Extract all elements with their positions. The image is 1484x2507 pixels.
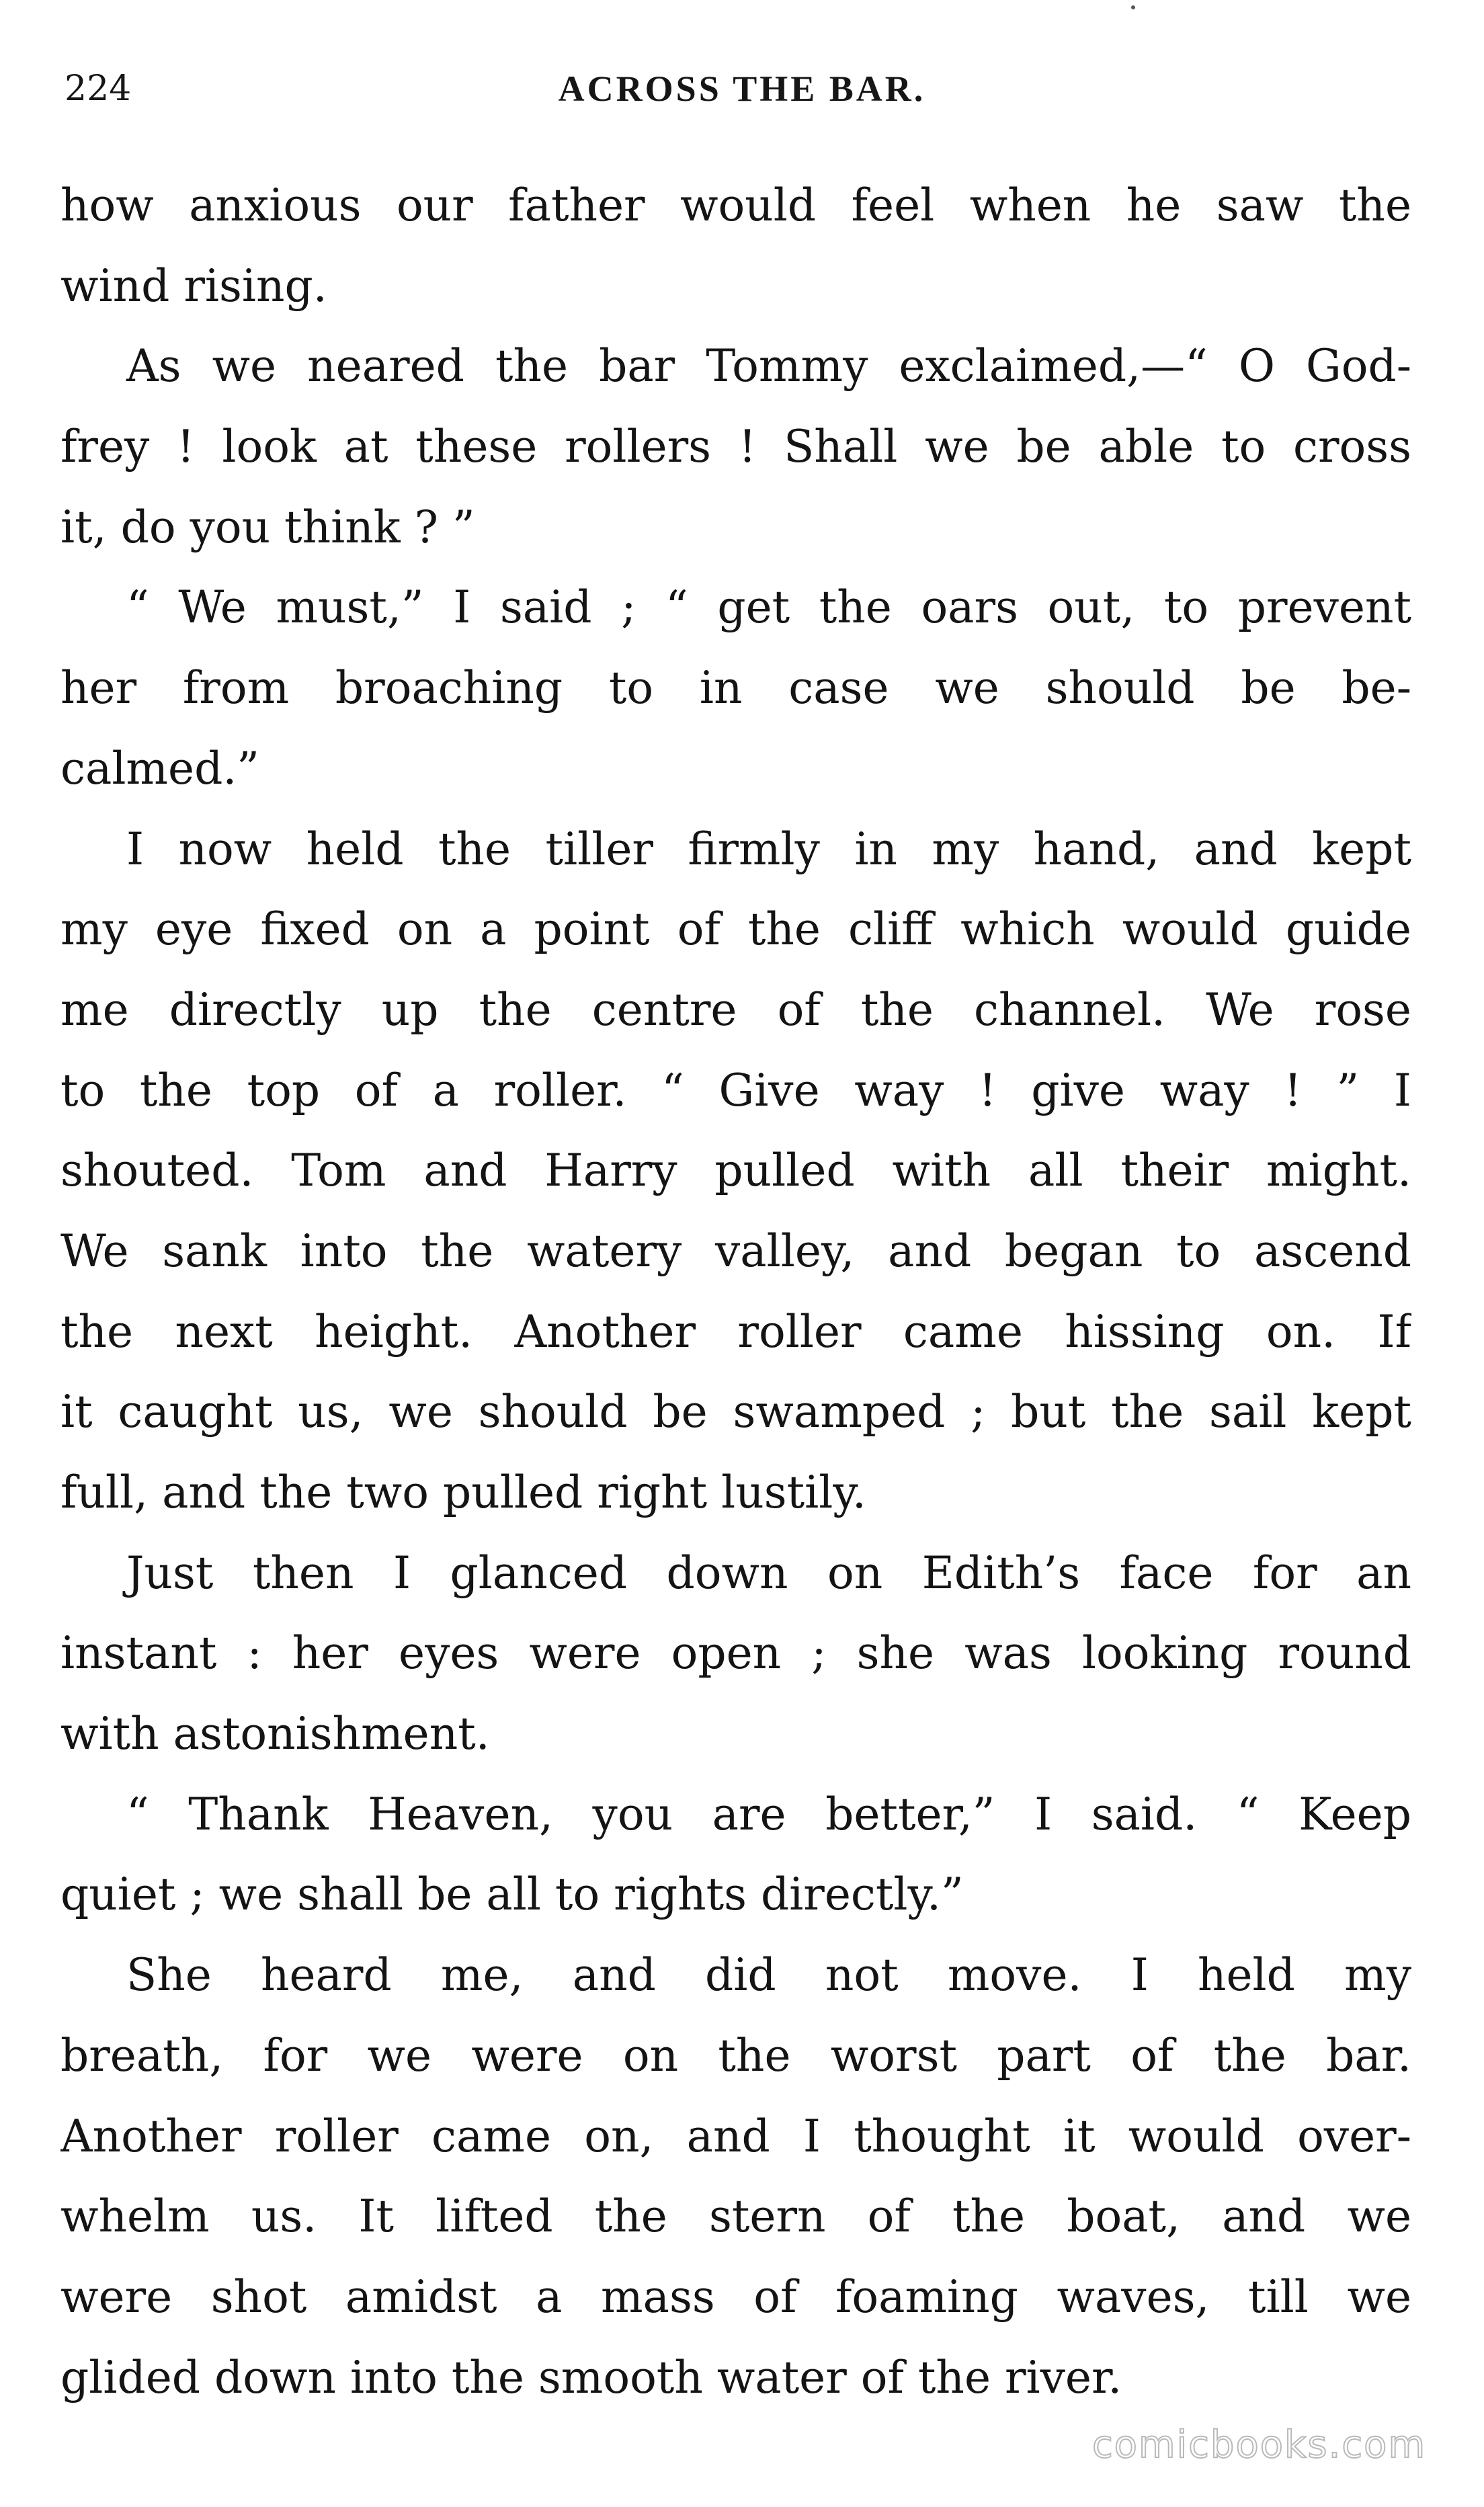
text-line: Another roller came on, and I thought it would over- [60,2110,1411,2162]
text-line: She heard me, and did not move. I held my [126,1949,1411,2002]
running-title: ACROSS THE BAR. [558,69,926,109]
page-number: 224 [65,69,132,109]
text-line: full, and the two pulled right lustily. [60,1467,866,1518]
text-line: were shot amidst a mass of foaming waves, till we [60,2270,1411,2323]
text-line: quiet ; we shall be all to rights directly.” [60,1868,964,1921]
text-line: wind rising. [60,259,327,312]
text-line: instant : her eyes were open ; she was looking round [60,1627,1411,1680]
text-line: “ We must,” I said ; “ get the oars out, to prevent [126,581,1411,634]
text-line: “ Thank Heaven, you are better,” I said. “ Keep [126,1788,1411,1840]
body-text [60,165,1411,2418]
text-line: frey ! look at these rollers ! Shall we be able to cross [60,421,1411,473]
watermark: comicbooks.com [1091,2423,1426,2467]
running-header [0,62,1484,116]
text-line: it caught us, we should be swamped ; but the sail kept [60,1386,1411,1438]
text-line: breath, for we were on the worst part of the bar. [60,2029,1411,2082]
text-line: how anxious our father would feel when he saw the [60,179,1411,231]
print-speck [1131,5,1135,9]
text-line: We sank into the watery valley, and began to ascend [60,1225,1411,1277]
text-line: As we neared the bar Tommy exclaimed,—“ O God- [126,340,1411,393]
text-line: calmed.” [60,742,260,794]
text-line: with astonishment. [60,1708,490,1760]
text-line: it, do you think ? ” [60,501,475,553]
text-line: whelm us. It lifted the stern of the boat, and we [60,2190,1411,2243]
text-line: her from broaching to in case we should be be- [60,662,1411,714]
text-line: to the top of a roller. “ Give way ! give way ! ” I [60,1064,1411,1116]
text-line: shouted. Tom and Harry pulled with all their might. [60,1145,1411,1197]
text-line: me directly up the centre of the channel. We rose [60,983,1411,1036]
text-line: the next height. Another roller came hissing on. If [60,1305,1411,1358]
text-line: glided down into the smooth water of the river. [60,2351,1122,2403]
text-line: my eye fixed on a point of the cliff which would guide [60,903,1411,956]
text-line: I now held the tiller firmly in my hand, and kept [126,823,1411,875]
text-line: Just then I glanced down on Edith’s face for an [126,1547,1411,1599]
